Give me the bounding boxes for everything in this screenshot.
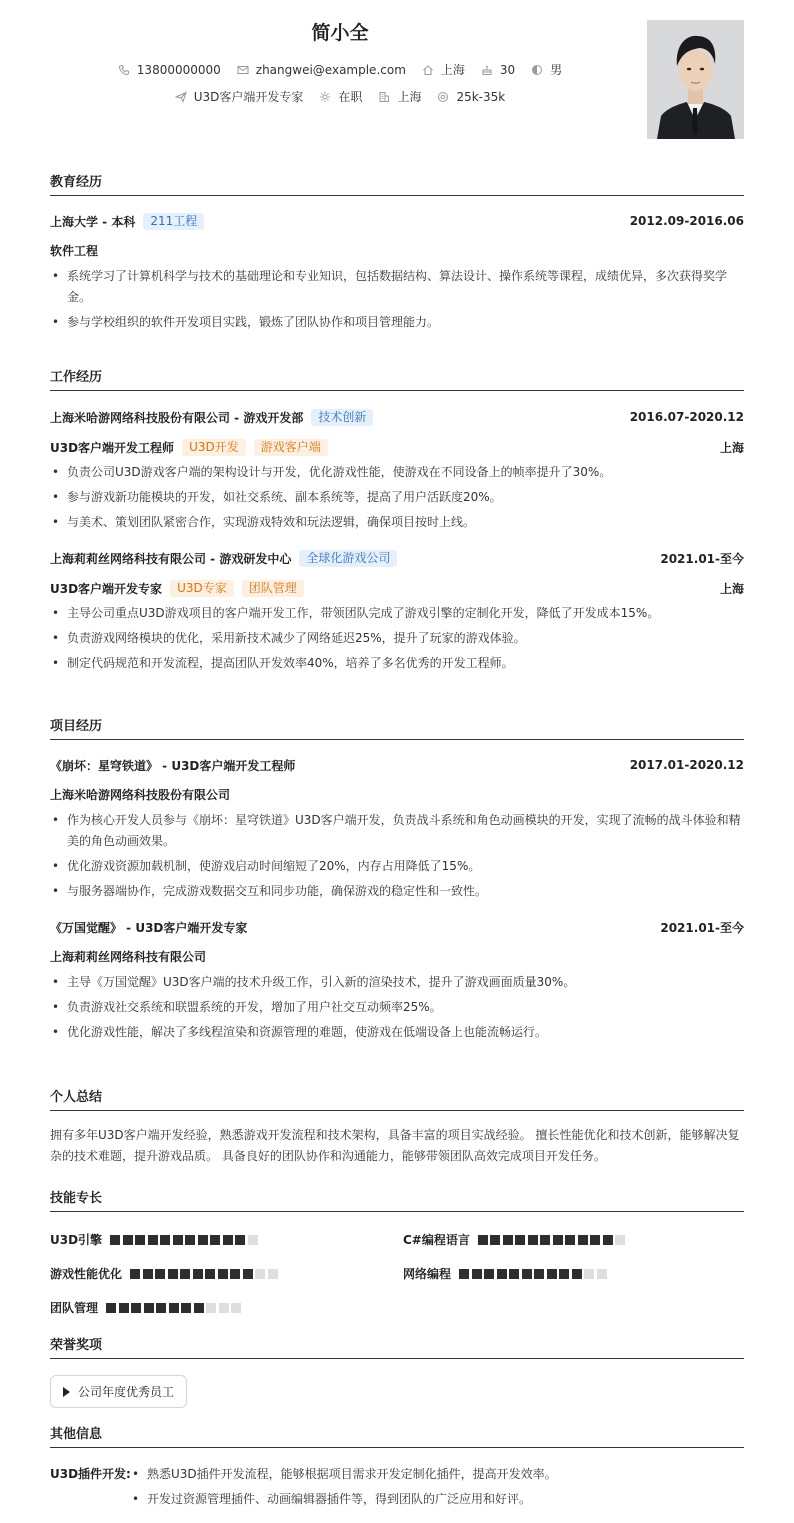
skill-dot-filled [198, 1235, 208, 1245]
skill-dot-filled [210, 1235, 220, 1245]
skill-dot-empty [231, 1303, 241, 1313]
job-tag: U3D专家 [170, 580, 234, 597]
building-icon [378, 91, 390, 103]
contact-row [50, 61, 630, 78]
salary-item [437, 90, 505, 104]
status-text: 在职 [338, 90, 363, 104]
phone-text: 13800000000 [136, 62, 221, 77]
skill-item [50, 1265, 280, 1282]
skill-dot-empty [206, 1303, 216, 1313]
skill-dot-filled [590, 1235, 600, 1245]
skill-dot-empty [584, 1269, 594, 1279]
project-name: 《万国觉醒》 - U3D客户端开发专家 [50, 920, 248, 935]
skill-dot-filled [106, 1303, 116, 1313]
city-text: 上海 [440, 63, 465, 77]
school-tag: 211工程 [143, 213, 204, 230]
list-item: • 负责游戏网络模块的优化，采用新技术减少了网络延迟25%，提升了玩家的游戏体验。 [50, 628, 744, 649]
skill-dot-filled [459, 1269, 469, 1279]
education-section [50, 171, 744, 333]
gender-icon [531, 64, 543, 76]
skill-dot-filled [472, 1269, 482, 1279]
city-item [422, 61, 465, 78]
skill-dot-filled [484, 1269, 494, 1279]
skill-dot-filled [123, 1235, 133, 1245]
list-item: • 与美术、策划团队紧密合作，实现游戏特效和玩法逻辑，确保项目按时上线。 [50, 512, 744, 533]
honors-title: 荣誉奖项 [50, 1334, 744, 1359]
skill-dot-filled [181, 1303, 191, 1313]
skill-level [110, 1235, 260, 1245]
skill-dot-filled [235, 1235, 245, 1245]
skill-dot-filled [185, 1235, 195, 1245]
list-item: • 熟悉U3D插件开发流程，能够根据项目需求开发定制化插件，提高开发效率。 [130, 1464, 744, 1485]
skill-dot-filled [155, 1269, 165, 1279]
play-icon [63, 1387, 70, 1397]
skill-dot-filled [509, 1269, 519, 1279]
project-name: 《崩坏：星穹铁道》 - U3D客户端开发工程师 [50, 758, 296, 773]
skill-level [478, 1235, 628, 1245]
list-item: • 主导《万国觉醒》U3D客户端的技术升级工作，引入新的渲染技术，提升了游戏画面质量30%。 [50, 972, 744, 993]
project-period: 2021.01-至今 [660, 920, 744, 935]
list-item: • 系统学习了计算机科学与技术的基础理论和专业知识，包括数据结构、算法设计、操作系统等课程，成绩优异，多次获得奖学金。 [50, 266, 744, 308]
skill-item [403, 1265, 609, 1282]
education-period: 2012.09-2016.06 [629, 214, 744, 228]
company-tag: 技术创新 [311, 409, 373, 426]
skill-name: 网络编程 [403, 1267, 452, 1281]
work-entry [50, 547, 744, 674]
skill-dot-filled [130, 1269, 140, 1279]
email-item [237, 63, 406, 77]
summary-title: 个人总结 [50, 1086, 744, 1111]
age-item [481, 63, 515, 77]
skill-dot-filled [168, 1269, 178, 1279]
skill-dot-filled [534, 1269, 544, 1279]
position-item [175, 88, 304, 105]
send-icon [175, 91, 187, 103]
skill-dot-filled [503, 1235, 513, 1245]
skill-name: C#编程语言 [403, 1233, 470, 1247]
skill-dot-empty [615, 1235, 625, 1245]
honor-item[interactable] [50, 1375, 187, 1408]
education-bullets [50, 266, 744, 333]
skill-level [459, 1269, 609, 1279]
skill-dot-filled [218, 1269, 228, 1279]
project-entry [50, 754, 744, 902]
list-item: • 负责游戏社交系统和联盟系统的开发，增加了用户社交互动频率25%。 [50, 997, 744, 1018]
skill-dot-filled [230, 1269, 240, 1279]
age-text: 30 [499, 62, 516, 77]
skill-dot-filled [131, 1303, 141, 1313]
other-section [50, 1423, 744, 1510]
position-text: U3D客户端开发专家 [193, 90, 304, 104]
skill-dot-filled [223, 1235, 233, 1245]
work-title: 工作经历 [50, 366, 744, 391]
list-item: • 主导公司重点U3D游戏项目的客户端开发工作，带领团队完成了游戏引擎的定制化开发，降低了开发成本15%。 [50, 603, 744, 624]
skill-dot-filled [193, 1269, 203, 1279]
skill-dot-filled [553, 1235, 563, 1245]
work-entry [50, 406, 744, 533]
summary-section [50, 1086, 744, 1167]
mail-icon [237, 64, 249, 76]
skills-grid [50, 1212, 744, 1315]
candidate-name: 简小全 [311, 22, 369, 44]
job-tag: 游戏客户端 [254, 439, 328, 456]
job-title: U3D客户端开发工程师 [50, 440, 175, 455]
skill-item [403, 1231, 628, 1248]
skill-name: 团队管理 [50, 1301, 99, 1315]
honor-label: 公司年度优秀员工 [78, 1385, 175, 1399]
skill-dot-filled [135, 1235, 145, 1245]
list-item: • 参与游戏新功能模块的开发，如社交系统、副本系统等，提高了用户活跃度20%。 [50, 487, 744, 508]
skill-dot-filled [547, 1269, 557, 1279]
skill-dot-filled [119, 1303, 129, 1313]
list-item: • 制定代码规范和开发流程，提高团队开发效率40%，培养了多名优秀的开发工程师。 [50, 653, 744, 674]
skill-item [50, 1231, 260, 1248]
gender-item [531, 61, 562, 78]
skill-dot-empty [248, 1235, 258, 1245]
skill-dot-filled [180, 1269, 190, 1279]
skill-dot-filled [572, 1269, 582, 1279]
skill-name: 游戏性能优化 [50, 1267, 123, 1281]
job-tag: U3D开发 [182, 439, 246, 456]
list-item: • 开发过资源管理插件、动画编辑器插件等，得到团队的广泛应用和好评。 [130, 1489, 744, 1510]
target-city-text: 上海 [397, 90, 422, 104]
skills-section [50, 1187, 744, 1315]
skill-dot-filled [143, 1269, 153, 1279]
major-name: 软件工程 [50, 244, 99, 258]
skill-dot-filled [603, 1235, 613, 1245]
skill-dot-empty [219, 1303, 229, 1313]
education-title: 教育经历 [50, 171, 744, 196]
job-title: U3D客户端开发专家 [50, 581, 163, 596]
skill-dot-filled [110, 1235, 120, 1245]
skill-dot-filled [515, 1235, 525, 1245]
skill-dot-filled [497, 1269, 507, 1279]
skill-dot-filled [205, 1269, 215, 1279]
skill-name: U3D引擎 [50, 1233, 103, 1247]
work-section [50, 366, 744, 674]
salary-text: 25k-35k [456, 89, 506, 104]
education-header-row [50, 210, 744, 232]
list-item: • 作为核心开发人员参与《崩坏：星穹铁道》U3D客户端开发，负责战斗系统和角色动画模块的开发，实现了流畅的战斗体验和精美的角色动画效果。 [50, 810, 744, 852]
work-period: 2021.01-至今 [660, 551, 744, 566]
work-location: 上海 [719, 440, 744, 455]
list-item: • 优化游戏资源加载机制，使游戏启动时间缩短了20%，内存占用降低了15%。 [50, 856, 744, 877]
school-name: 上海大学 - 本科 [50, 214, 136, 229]
list-item: • 优化游戏性能，解决了多线程渲染和资源管理的难题，使游戏在低端设备上也能流畅运行。 [50, 1022, 744, 1043]
skill-dot-filled [144, 1303, 154, 1313]
job-intent-row [50, 88, 630, 105]
skills-title: 技能专长 [50, 1187, 744, 1212]
target-city-item [378, 88, 421, 105]
project-company: 上海米哈游网络科技股份有限公司 [50, 788, 231, 802]
skill-dot-filled [478, 1235, 488, 1245]
phone-item [118, 63, 221, 77]
other-title: 其他信息 [50, 1423, 744, 1448]
skill-dot-filled [173, 1235, 183, 1245]
skill-dot-filled [243, 1269, 253, 1279]
skill-dot-filled [578, 1235, 588, 1245]
project-period: 2017.01-2020.12 [629, 758, 744, 772]
skill-dot-filled [522, 1269, 532, 1279]
cake-icon [481, 64, 493, 76]
skill-dot-empty [597, 1269, 607, 1279]
projects-section [50, 715, 744, 1043]
coin-icon [437, 91, 449, 103]
skill-dot-filled [540, 1235, 550, 1245]
home-icon [422, 64, 434, 76]
email-text: zhangwei@example.com [255, 62, 406, 77]
skill-dot-filled [194, 1303, 204, 1313]
list-item: • 负责公司U3D游戏客户端的架构设计与开发，优化游戏性能，使游戏在不同设备上的帧率提升了30%。 [50, 462, 744, 483]
honors-section [50, 1334, 744, 1408]
skill-dot-filled [169, 1303, 179, 1313]
gear-icon [319, 91, 331, 103]
skill-dot-filled [490, 1235, 500, 1245]
summary-text: 拥有多年U3D客户端开发经验，熟悉游戏开发流程和技术架构，具备丰富的项目实战经验。 擅长性能优化和技术创新，能够解决复杂的技术难题，提升游戏品质。 具备良好的团队协作和沟通能力，能够带领团队高效完成项目开发任务。 [50, 1128, 740, 1163]
list-item: • 与服务器端协作，完成游戏数据交互和同步功能，确保游戏的稳定性和一致性。 [50, 881, 744, 902]
status-item [319, 88, 362, 105]
company-name: 上海莉莉丝网络科技有限公司 - 游戏研发中心 [50, 551, 292, 566]
skill-level [106, 1303, 244, 1313]
skill-dot-filled [528, 1235, 538, 1245]
gender-text: 男 [550, 63, 563, 77]
company-tag: 全球化游戏公司 [299, 550, 397, 567]
skill-dot-empty [268, 1269, 278, 1279]
project-entry [50, 916, 744, 1043]
work-period: 2016.07-2020.12 [629, 410, 744, 424]
profile-photo [647, 20, 744, 139]
company-name: 上海米哈游网络科技股份有限公司 - 游戏开发部 [50, 410, 304, 425]
skill-dot-empty [255, 1269, 265, 1279]
list-item: • 参与学校组织的软件开发项目实践，锻炼了团队协作和项目管理能力。 [50, 312, 744, 333]
phone-icon [118, 64, 130, 76]
skill-dot-filled [148, 1235, 158, 1245]
project-company: 上海莉莉丝网络科技有限公司 [50, 950, 207, 964]
skill-dot-filled [559, 1269, 569, 1279]
skill-level [130, 1269, 280, 1279]
work-location: 上海 [719, 581, 744, 596]
skill-dot-filled [156, 1303, 166, 1313]
resume-header [50, 0, 744, 150]
projects-title: 项目经历 [50, 715, 744, 740]
skill-dot-filled [565, 1235, 575, 1245]
skill-dot-filled [160, 1235, 170, 1245]
skill-item [50, 1299, 244, 1316]
job-tag: 团队管理 [242, 580, 304, 597]
other-label: U3D插件开发: [50, 1467, 131, 1481]
